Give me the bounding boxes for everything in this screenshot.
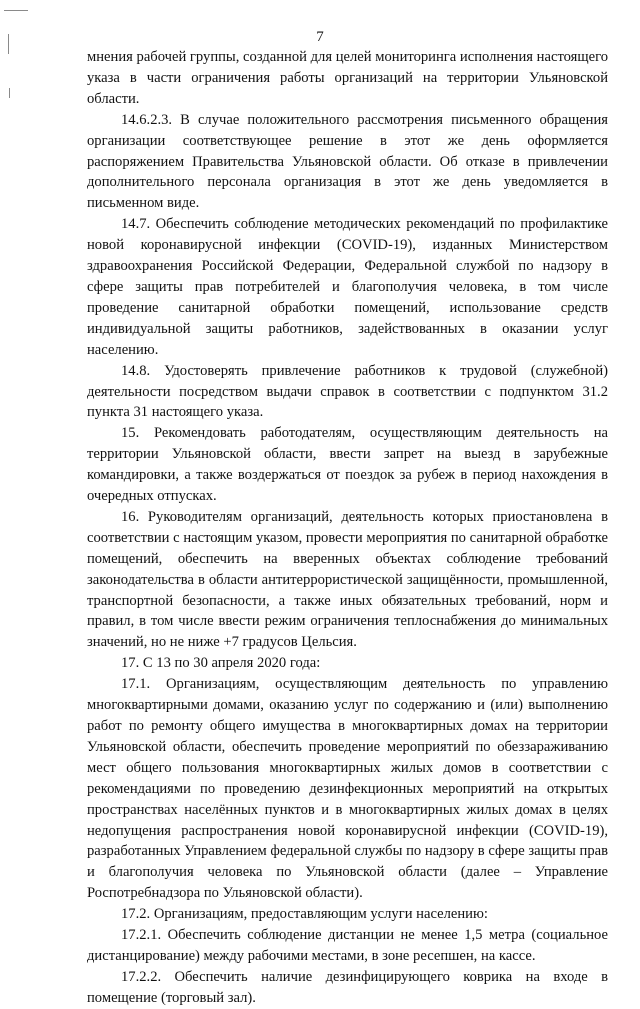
paragraph-17-2: 17.2. Организациям, предоставляющим услуги населению: [121, 906, 488, 923]
scan-edge-mark [9, 88, 10, 98]
paragraph-17-2-1: 17.2.1. Обеспечить соблюдение дистанции не менее 1,5 метра (социальное дистанцирование) между рабочими местами, в зоне ресепшен, на кассе. [87, 927, 608, 964]
paragraph-16: 16. Руководителям организаций, деятельность которых приостановлена в соответствии с настоящим указом, провести мероприятия по санитарной обработке помещений, обеспечить на вверенных объектах соблюдение требований законодательства в области антитеррористической защищённости, промышленной, транспортной безопасности, а также иных обязательных требований, норм и правил, в том числе ввести режим ограничения теплоснабжения до минимальных значений, но не ниже +7 градусов Цельсия. [87, 508, 608, 651]
paragraph-17: 17. С 13 по 30 апреля 2020 года: [121, 655, 321, 672]
paragraph-15: 15. Рекомендовать работодателям, осуществляющим деятельность на территории Ульяновской области, ввести запрет на выезд в зарубежные командировки, а также воздержаться от поездок за рубеж в период нахождения в очередных отпусках. [87, 425, 608, 505]
paragraph-17-1: 17.1. Организациям, осуществляющим деятельность по управлению многоквартирными домами, оказанию услуг по содержанию и (или) выполнению работ по ремонту общего имущества в многоквартирных домах на территории Ульяновской области, обеспечить проведение мероприятий по обеззараживанию мест общего пользования многоквартирных жилых домов в соответствии с рекомендациями по проведению дезинфекционных мероприятий на открытых пространствах населённых пунктов и в многоквартирных жилых домах в целях недопущения распространения новой коронавирусной инфекции (COVID-19), разработанных Управлением федеральной службы по надзору в сфере защиты прав и благополучия человека по Ульяновской области (далее – Управление Роспотребнадзора по Ульяновской области). [87, 676, 608, 902]
paragraph-14-6-2-3: 14.6.2.3. В случае положительного рассмотрения письменного обращения организации соответствующее решение в этот же день оформляется распоряжением Правительства Ульяновской области. Об отказе в привлечении дополнительного персонала организация в этот же день уведомляется в письменном виде. [87, 111, 608, 212]
document-body [87, 47, 608, 1009]
scan-edge-mark [4, 10, 28, 11]
paragraph-14-7: 14.7. Обеспечить соблюдение методических рекомендаций по профилактике новой коронавирусной инфекции (COVID-19), изданных Министерством здравоохранения Российской Федерации, Федеральной службой по надзору в сфере защиты прав потребителей и благополучия человека, в том числе проведение санитарной обработки помещений, использование средств индивидуальной защиты работников, задействованных в оказании услуг населению. [87, 216, 608, 358]
paragraph-17-2-2: 17.2.2. Обеспечить наличие дезинфицирующего коврика на входе в помещение (торговый зал). [87, 968, 608, 1006]
paragraph-14-8: 14.8. Удостоверять привлечение работников к трудовой (служебной) деятельности посредством выдачи справок в соответствии с подпунктом 31.2 пункта 31 настоящего указа. [87, 362, 608, 421]
page-number: 7 [316, 29, 324, 45]
paragraph-continuation: мнения рабочей группы, созданной для целей мониторинга исполнения настоящего указа в части ограничения работы организаций на территории Ульяновской области. [87, 49, 608, 107]
